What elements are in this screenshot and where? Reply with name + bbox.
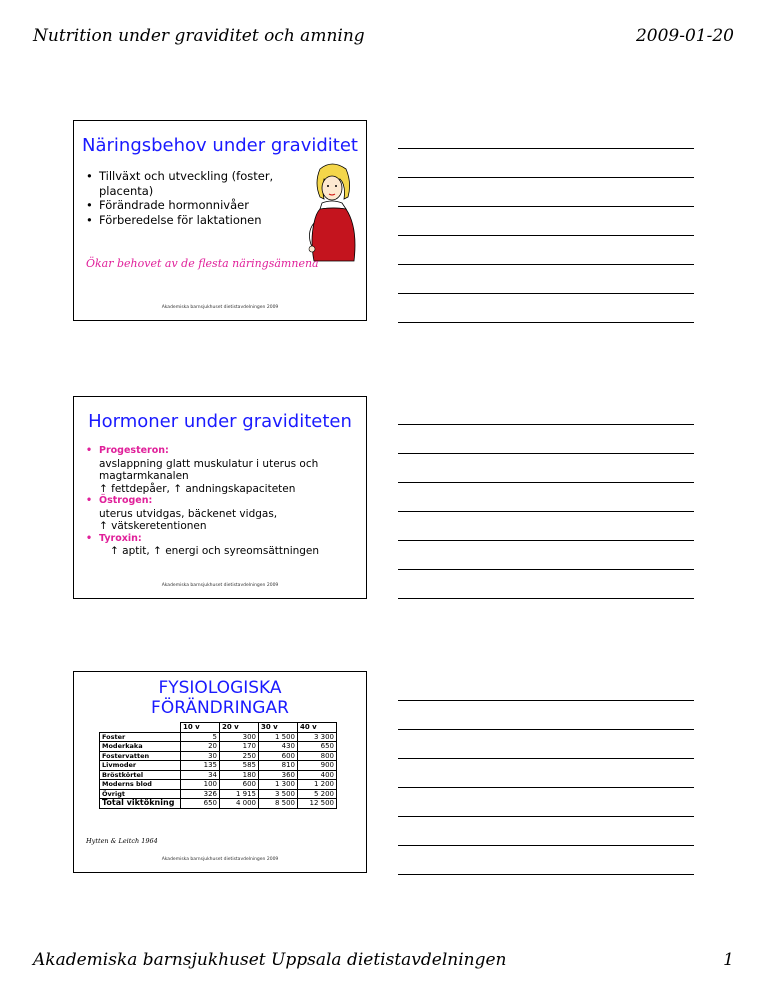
note-line: [398, 235, 694, 236]
table-cell: 30: [181, 751, 220, 761]
hormone-effect: ↑ vätskeretentionen: [99, 520, 207, 532]
note-line: [398, 874, 694, 875]
bullet-item: • Tillväxt och utveckling (foster, placenta): [86, 169, 296, 198]
table-cell: 326: [181, 789, 220, 799]
table-row: [100, 770, 337, 780]
table-cell: 100: [181, 780, 220, 790]
note-line: [398, 845, 694, 846]
table-cell: 250: [220, 751, 259, 761]
table-cell: 1 200: [298, 780, 337, 790]
table-cell: 800: [298, 751, 337, 761]
column-header: 20 v: [220, 723, 259, 733]
hormone-label: • Tyroxin:: [86, 533, 356, 546]
slide-fysiologiska: [73, 671, 367, 873]
note-line: [398, 148, 694, 149]
note-line: [398, 540, 694, 541]
hormone-label: • Progesteron:: [86, 445, 356, 458]
table-cell: 34: [181, 770, 220, 780]
table-cell: 400: [298, 770, 337, 780]
note-line: [398, 816, 694, 817]
table-cell: 900: [298, 761, 337, 771]
page-number: 1: [723, 950, 734, 970]
note-line: [398, 264, 694, 265]
table-cell: 1 500: [259, 732, 298, 742]
row-label: Livmoder: [100, 761, 181, 771]
column-header: 40 v: [298, 723, 337, 733]
hormone-effect: ↑ aptit, ↑ energi och syreomsättningen: [110, 545, 320, 557]
note-line: [398, 322, 694, 323]
table-cell: 300: [220, 732, 259, 742]
slide-hormoner: [73, 396, 367, 599]
slide-title-line: FÖRÄNDRINGAR: [151, 698, 289, 718]
table-cell: 5: [181, 732, 220, 742]
hormone-list: [86, 445, 356, 558]
slide-naringsbehov: [73, 120, 367, 321]
table-cell: 135: [181, 761, 220, 771]
note-line: [398, 511, 694, 512]
weight-gain-table: [99, 722, 337, 809]
pregnant-woman-illustration: [300, 161, 360, 265]
note-line: [398, 177, 694, 178]
note-line: [398, 787, 694, 788]
hormone-effect: ↑ fettdepåer, ↑ andningskapaciteten: [99, 482, 296, 495]
row-label: Moderkaka: [100, 742, 181, 752]
slide-title: [74, 678, 366, 718]
table-cell: 360: [259, 770, 298, 780]
table-cell: 3 300: [298, 732, 337, 742]
slide-title-line: FYSIOLOGISKA: [158, 678, 282, 698]
table-cell: 1 300: [259, 780, 298, 790]
table-cell: 20: [181, 742, 220, 752]
row-label: Moderns blod: [100, 780, 181, 790]
slide-title: Näringsbehov under graviditet: [82, 135, 358, 156]
slide-footer: Akademiska barnsjukhuset dietistavdelningen 2009: [161, 305, 279, 310]
page-header-date: 2009-01-20: [635, 26, 734, 46]
hormone-label: • Östrogen:: [86, 495, 356, 508]
table-row: [100, 761, 337, 771]
table-row: [100, 732, 337, 742]
table-cell: 5 200: [298, 789, 337, 799]
table-cell: 600: [220, 780, 259, 790]
note-line: [398, 729, 694, 730]
table-cell: 4 000: [220, 799, 259, 809]
slide-title: Hormoner under graviditeten: [88, 411, 352, 432]
table-cell: 3 500: [259, 789, 298, 799]
bullet-item: • Förändrade hormonnivåer: [86, 198, 296, 213]
note-line: [398, 758, 694, 759]
column-header: 30 v: [259, 723, 298, 733]
note-line: [398, 482, 694, 483]
citation: Hytten & Leitch 1964: [86, 837, 158, 845]
slide-footer: Akademiska barnsjukhuset dietistavdelningen 2009: [161, 583, 279, 588]
table-cell: 650: [298, 742, 337, 752]
row-label: Foster: [100, 732, 181, 742]
slide-footer: Akademiska barnsjukhuset dietistavdelningen 2009: [161, 857, 279, 862]
note-line: [398, 700, 694, 701]
table-header-row: [100, 723, 337, 733]
note-line: [398, 293, 694, 294]
row-label: Bröstkörtel: [100, 770, 181, 780]
note-line: [398, 598, 694, 599]
column-header: 10 v: [181, 723, 220, 733]
table-cell: 170: [220, 742, 259, 752]
note-line: [398, 424, 694, 425]
table-cell: 810: [259, 761, 298, 771]
table-cell: 650: [181, 799, 220, 809]
row-label: Total viktökning: [100, 799, 181, 809]
page-header-title: Nutrition under graviditet och amning: [33, 26, 365, 46]
table-row: [100, 751, 337, 761]
table-cell: 1 915: [220, 789, 259, 799]
table-row: [100, 742, 337, 752]
row-label: Fostervatten: [100, 751, 181, 761]
table-total-row: [100, 799, 337, 809]
hormone-text: avslappning glatt muskulatur i uterus och magtarmkanalen: [99, 457, 319, 482]
table-cell: 12 500: [298, 799, 337, 809]
bullet-list: [86, 169, 296, 227]
table-row: [100, 780, 337, 790]
table-cell: 585: [220, 761, 259, 771]
note-line: [398, 569, 694, 570]
table-corner: [100, 723, 181, 733]
table-cell: 430: [259, 742, 298, 752]
table-cell: 180: [220, 770, 259, 780]
table-cell: 600: [259, 751, 298, 761]
tagline: Ökar behovet av de flesta näringsämnena: [86, 257, 319, 270]
note-line: [398, 206, 694, 207]
note-line: [398, 453, 694, 454]
bullet-item: • Förberedelse för laktationen: [86, 213, 296, 228]
table-cell: 8 500: [259, 799, 298, 809]
row-label: Övrigt: [100, 789, 181, 799]
hormone-text: uterus utvidgas, bäckenet vidgas,: [99, 507, 278, 520]
page-footer-text: Akademiska barnsjukhuset Uppsala dietistavdelningen: [33, 950, 507, 970]
